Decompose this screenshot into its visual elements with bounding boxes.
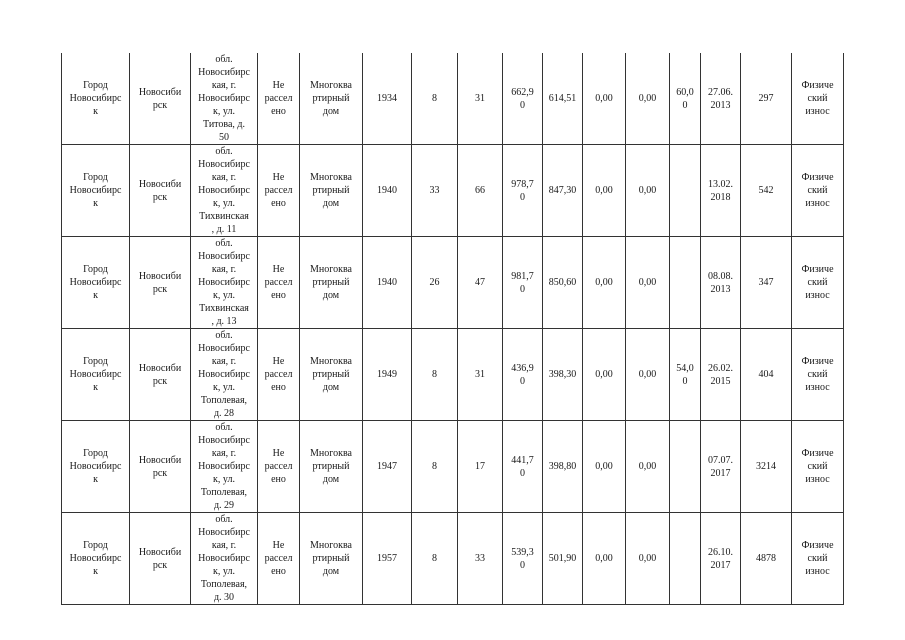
district-cell-text: Новосиби рск	[138, 270, 182, 295]
city-cell	[62, 145, 130, 237]
district-cell	[130, 421, 191, 513]
area-cell-a-text: 0,00	[595, 277, 613, 288]
district-cell	[130, 329, 191, 421]
area-cell-a	[583, 513, 626, 605]
area-cell-b-text: 0,00	[638, 369, 657, 380]
decision-date-cell-text: 07.07. 2017	[708, 454, 733, 479]
living-area-cell	[543, 145, 583, 237]
reason-cell	[792, 145, 844, 237]
decision-number-cell	[741, 513, 792, 605]
reason-cell	[792, 53, 844, 145]
reason-cell-text: Физиче ский износ	[801, 356, 834, 393]
area-cell-a-text: 0,00	[595, 553, 613, 564]
residents-cell	[458, 53, 503, 145]
table-row	[62, 53, 844, 145]
living-area-cell	[543, 237, 583, 329]
table-row	[62, 145, 844, 237]
area-cell-a	[583, 53, 626, 145]
area-cell-a-text: 0,00	[595, 185, 613, 196]
building-type-cell	[300, 237, 363, 329]
floors-cell	[412, 145, 458, 237]
residents-cell	[458, 237, 503, 329]
living-area-cell-text: 398,80	[548, 461, 577, 472]
area-cell-b	[626, 237, 670, 329]
area-cell-c	[670, 329, 701, 421]
residents-cell-text: 31	[475, 369, 485, 380]
decision-number-cell-text: 297	[758, 93, 774, 104]
area-cell-c	[670, 145, 701, 237]
status-cell	[258, 329, 300, 421]
reason-cell-text: Физиче ский износ	[801, 448, 834, 485]
year-cell-text: 1940	[377, 185, 397, 196]
living-area-cell	[543, 513, 583, 605]
living-area-cell-text: 398,30	[548, 369, 577, 380]
city-cell	[62, 329, 130, 421]
table-body	[62, 53, 844, 605]
building-type-cell-text: Многоква ртирный дом	[310, 540, 352, 577]
city-cell-text: Город Новосибирс к	[69, 172, 122, 209]
decision-date-cell-text: 26.02. 2015	[708, 362, 733, 387]
status-cell-text: Не рассел ено	[264, 540, 293, 577]
city-cell	[62, 237, 130, 329]
area-cell-c	[670, 237, 701, 329]
decision-number-cell	[741, 329, 792, 421]
decision-number-cell-text: 542	[758, 185, 774, 196]
district-cell-text: Новосиби рск	[138, 546, 182, 571]
floors-cell-text: 8	[432, 369, 437, 380]
building-type-cell	[300, 53, 363, 145]
area-cell-a-text: 0,00	[595, 93, 613, 104]
living-area-cell-text: 614,51	[548, 93, 577, 104]
residents-cell-text: 31	[475, 93, 485, 104]
area-cell-c	[670, 513, 701, 605]
floors-cell	[412, 421, 458, 513]
decision-date-cell	[701, 145, 741, 237]
table-row	[62, 421, 844, 513]
year-cell	[363, 421, 412, 513]
year-cell-text: 1957	[377, 553, 397, 564]
total-area-cell	[503, 513, 543, 605]
living-area-cell-text: 850,60	[548, 277, 577, 288]
total-area-cell-text: 441,7 0	[511, 454, 534, 479]
residents-cell-text: 33	[475, 553, 485, 564]
table-row	[62, 513, 844, 605]
reason-cell-text: Физиче ский износ	[801, 172, 834, 209]
floors-cell-text: 8	[432, 461, 437, 472]
total-area-cell-text: 662,9 0	[511, 86, 534, 111]
building-type-cell-text: Многоква ртирный дом	[310, 172, 352, 209]
decision-date-cell-text: 27.06. 2013	[708, 86, 733, 111]
total-area-cell	[503, 329, 543, 421]
decision-number-cell-text: 4878	[756, 553, 776, 564]
area-cell-a-text: 0,00	[595, 369, 613, 380]
address-cell-text: обл. Новосибирс кая, г. Новосибирс к, ул. Тополевая, д. 28	[198, 330, 250, 419]
decision-number-cell-text: 404	[758, 369, 774, 380]
residents-cell	[458, 145, 503, 237]
building-type-cell-text: Многоква ртирный дом	[310, 80, 352, 117]
status-cell	[258, 421, 300, 513]
city-cell-text: Город Новосибирс к	[69, 80, 122, 117]
reason-cell-text: Физиче ский износ	[801, 264, 834, 301]
area-cell-a	[583, 329, 626, 421]
city-cell	[62, 53, 130, 145]
address-cell	[191, 329, 258, 421]
city-cell-text: Город Новосибирс к	[69, 356, 122, 393]
reason-cell-text: Физиче ский износ	[801, 540, 834, 577]
area-cell-b-text: 0,00	[638, 277, 657, 288]
living-area-cell-text: 847,30	[548, 185, 577, 196]
address-cell-text: обл. Новосибирс кая, г. Новосибирс к, ул. Титова, д. 50	[198, 54, 250, 143]
decision-date-cell-text: 13.02. 2018	[708, 178, 733, 203]
decision-number-cell-text: 3214	[756, 461, 776, 472]
address-cell	[191, 421, 258, 513]
total-area-cell	[503, 237, 543, 329]
district-cell	[130, 237, 191, 329]
address-cell	[191, 513, 258, 605]
total-area-cell	[503, 421, 543, 513]
status-cell-text: Не рассел ено	[264, 80, 293, 117]
floors-cell	[412, 237, 458, 329]
area-cell-a	[583, 237, 626, 329]
district-cell	[130, 145, 191, 237]
decision-number-cell-text: 347	[758, 277, 774, 288]
year-cell	[363, 237, 412, 329]
address-cell-text: обл. Новосибирс кая, г. Новосибирс к, ул. Тополевая, д. 29	[198, 422, 250, 511]
area-cell-a-text: 0,00	[595, 461, 613, 472]
district-cell-text: Новосиби рск	[138, 86, 182, 111]
area-cell-b	[626, 421, 670, 513]
residents-cell	[458, 329, 503, 421]
residents-cell	[458, 513, 503, 605]
floors-cell	[412, 513, 458, 605]
year-cell-text: 1940	[377, 277, 397, 288]
decision-number-cell	[741, 53, 792, 145]
area-cell-c	[670, 53, 701, 145]
decision-number-cell	[741, 421, 792, 513]
year-cell	[363, 513, 412, 605]
city-cell-text: Город Новосибирс к	[69, 264, 122, 301]
building-type-cell	[300, 421, 363, 513]
city-cell	[62, 421, 130, 513]
status-cell-text: Не рассел ено	[264, 264, 293, 301]
total-area-cell	[503, 53, 543, 145]
address-cell	[191, 237, 258, 329]
status-cell	[258, 513, 300, 605]
area-cell-b	[626, 329, 670, 421]
decision-number-cell	[741, 145, 792, 237]
status-cell	[258, 145, 300, 237]
building-type-cell	[300, 145, 363, 237]
year-cell	[363, 145, 412, 237]
reason-cell	[792, 421, 844, 513]
residents-cell	[458, 421, 503, 513]
living-area-cell	[543, 329, 583, 421]
address-cell-text: обл. Новосибирс кая, г. Новосибирс к, ул. Тихвинская , д. 13	[198, 238, 250, 327]
status-cell	[258, 237, 300, 329]
floors-cell-text: 33	[429, 185, 440, 196]
address-cell-text: обл. Новосибирс кая, г. Новосибирс к, ул. Тополевая, д. 30	[198, 514, 250, 603]
area-cell-b	[626, 513, 670, 605]
decision-date-cell-text: 26.10. 2017	[708, 546, 733, 571]
residents-cell-text: 66	[475, 185, 485, 196]
living-area-cell-text: 501,90	[548, 553, 577, 564]
reason-cell-text: Физиче ский износ	[801, 80, 834, 117]
address-cell-text: обл. Новосибирс кая, г. Новосибирс к, ул. Тихвинская , д. 11	[198, 146, 250, 235]
address-cell	[191, 145, 258, 237]
residents-cell-text: 47	[475, 277, 485, 288]
living-area-cell	[543, 53, 583, 145]
floors-cell-text: 26	[429, 277, 440, 288]
address-cell	[191, 53, 258, 145]
total-area-cell-text: 539,3 0	[511, 546, 534, 571]
area-cell-b-text: 0,00	[638, 93, 657, 104]
total-area-cell	[503, 145, 543, 237]
area-cell-b-text: 0,00	[638, 553, 657, 564]
living-area-cell	[543, 421, 583, 513]
area-cell-a	[583, 145, 626, 237]
building-type-cell-text: Многоква ртирный дом	[310, 448, 352, 485]
status-cell	[258, 53, 300, 145]
district-cell	[130, 513, 191, 605]
status-cell-text: Не рассел ено	[264, 448, 293, 485]
district-cell-text: Новосиби рск	[138, 454, 182, 479]
city-cell-text: Город Новосибирс к	[69, 540, 122, 577]
housing-registry-table	[61, 53, 844, 605]
floors-cell-text: 8	[432, 93, 437, 104]
reason-cell	[792, 513, 844, 605]
decision-date-cell	[701, 421, 741, 513]
status-cell-text: Не рассел ено	[264, 172, 293, 209]
area-cell-c-text: 60,0 0	[676, 86, 694, 111]
year-cell-text: 1949	[377, 369, 397, 380]
year-cell	[363, 329, 412, 421]
decision-date-cell	[701, 53, 741, 145]
status-cell-text: Не рассел ено	[264, 356, 293, 393]
decision-date-cell	[701, 329, 741, 421]
floors-cell-text: 8	[432, 553, 437, 564]
district-cell-text: Новосиби рск	[138, 178, 182, 203]
building-type-cell	[300, 329, 363, 421]
year-cell	[363, 53, 412, 145]
decision-date-cell-text: 08.08. 2013	[708, 270, 733, 295]
total-area-cell-text: 981,7 0	[511, 270, 534, 295]
area-cell-c	[670, 421, 701, 513]
district-cell	[130, 53, 191, 145]
table-row	[62, 329, 844, 421]
area-cell-b	[626, 145, 670, 237]
floors-cell	[412, 53, 458, 145]
area-cell-b-text: 0,00	[638, 185, 657, 196]
area-cell-b-text: 0,00	[638, 461, 657, 472]
decision-date-cell	[701, 513, 741, 605]
area-cell-a	[583, 421, 626, 513]
area-cell-c-text: 54,0 0	[676, 362, 694, 387]
decision-date-cell	[701, 237, 741, 329]
city-cell-text: Город Новосибирс к	[69, 448, 122, 485]
decision-number-cell	[741, 237, 792, 329]
building-type-cell-text: Многоква ртирный дом	[310, 356, 352, 393]
year-cell-text: 1947	[377, 461, 397, 472]
floors-cell	[412, 329, 458, 421]
area-cell-b	[626, 53, 670, 145]
total-area-cell-text: 436,9 0	[511, 362, 534, 387]
city-cell	[62, 513, 130, 605]
residents-cell-text: 17	[475, 461, 485, 472]
table-row	[62, 237, 844, 329]
building-type-cell-text: Многоква ртирный дом	[310, 264, 352, 301]
year-cell-text: 1934	[377, 93, 397, 104]
reason-cell	[792, 237, 844, 329]
total-area-cell-text: 978,7 0	[511, 178, 534, 203]
reason-cell	[792, 329, 844, 421]
building-type-cell	[300, 513, 363, 605]
district-cell-text: Новосиби рск	[138, 362, 182, 387]
